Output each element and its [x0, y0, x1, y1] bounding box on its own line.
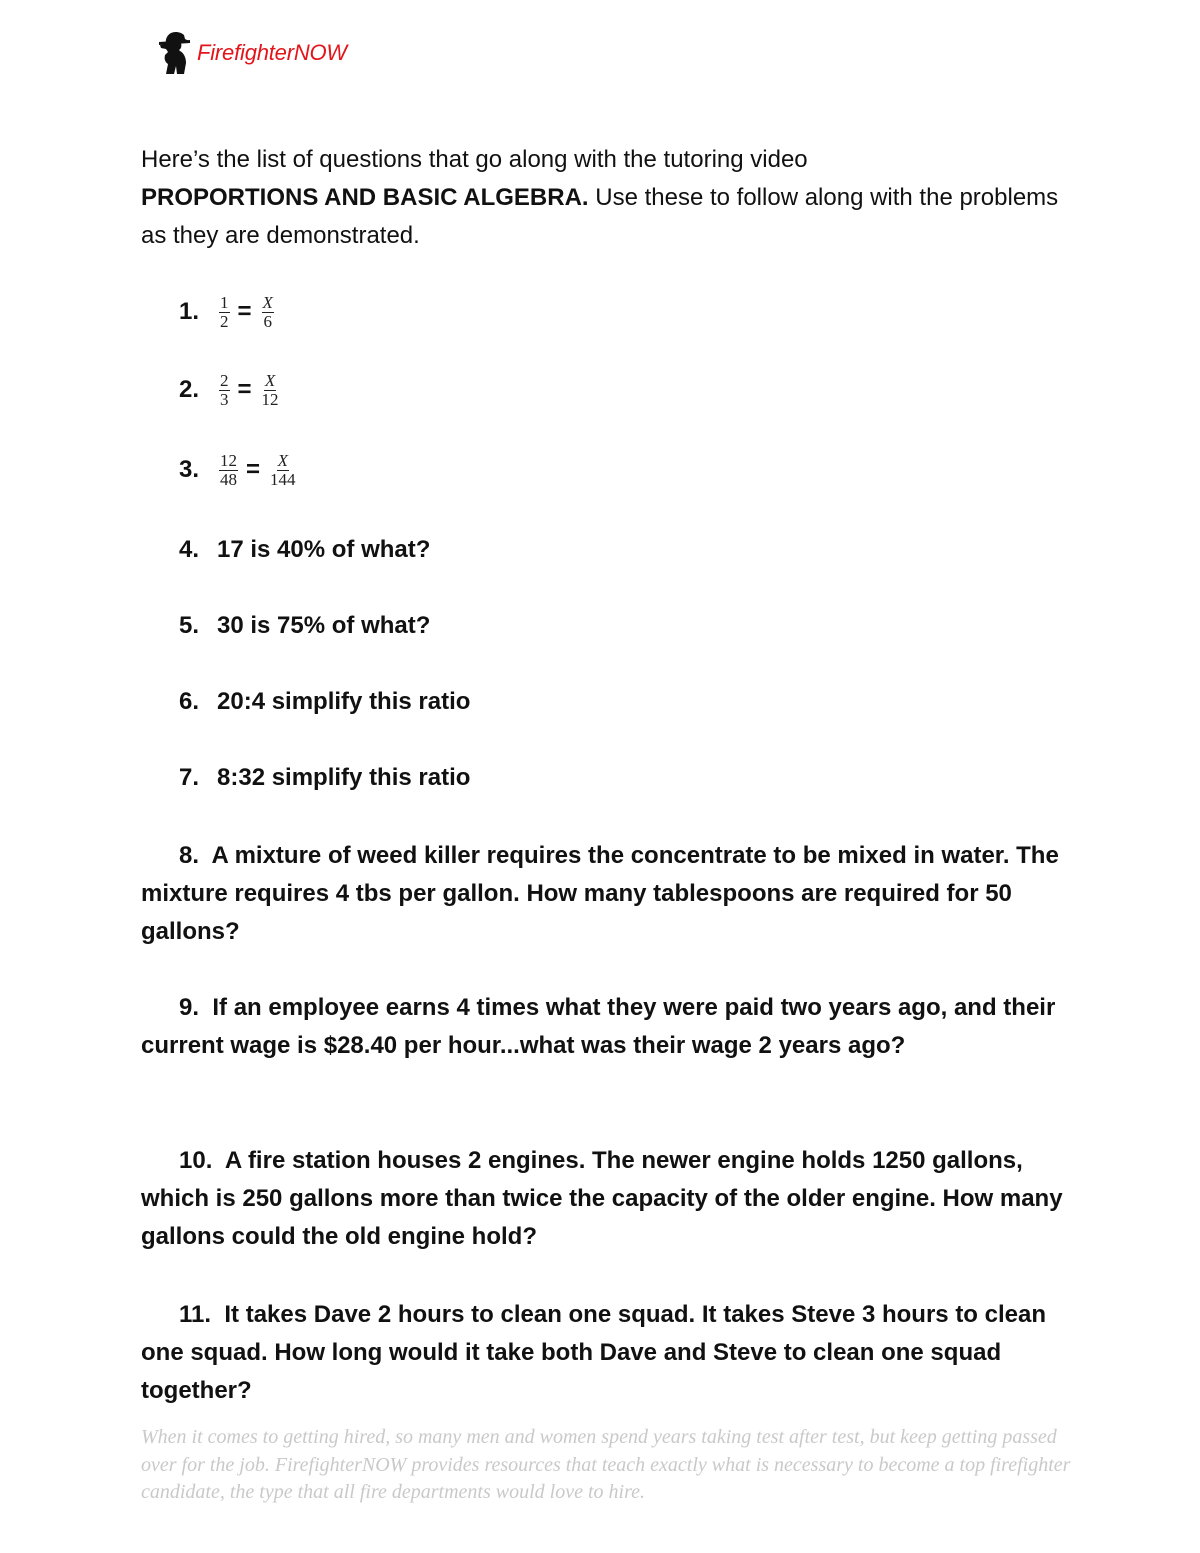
- question-1: [179, 293, 276, 331]
- question-number: 9.: [179, 994, 200, 1021]
- numerator: 2: [220, 370, 229, 390]
- fraction-left: [219, 292, 230, 331]
- question-text: A mixture of weed killer requires the concentrate to be mixed in water. The mixture requires 4 tbs per gallon. How many tablespoons are required for 50 gallons?: [141, 842, 1059, 945]
- numerator: 12: [220, 450, 237, 470]
- question-number: 10.: [179, 1147, 213, 1174]
- numerator: X: [277, 450, 288, 470]
- fraction-left: [219, 370, 230, 409]
- question-2: [179, 371, 281, 409]
- question-text: 17 is 40% of what?: [217, 536, 431, 563]
- question-number: 5.: [179, 612, 200, 639]
- denominator: 6: [263, 311, 272, 331]
- question-text: It takes Dave 2 hours to clean one squad. It takes Steve 3 hours to clean one squad. How long would it take both Dave and Steve to clean one squad together?: [141, 1301, 1047, 1404]
- question-number: 3.: [179, 456, 200, 483]
- logo-text: FirefighterNOW: [197, 40, 347, 65]
- question-text: 30 is 75% of what?: [217, 612, 431, 639]
- question-text: 20:4 simplify this ratio: [217, 688, 471, 715]
- footer-tagline: When it comes to getting hired, so many men and women spend years taking test after test, but keep getting passed over for the job. FirefighterNOW provides resources that teach exactly what is necessary to become a top firefighter candidate, the type that all fire departments would love to hire.: [141, 1426, 1071, 1503]
- question-number: 7.: [179, 764, 200, 791]
- question-number: 4.: [179, 536, 200, 563]
- question-5: [179, 607, 430, 645]
- question-3: [179, 451, 298, 489]
- question-7: [179, 759, 470, 797]
- question-6: [179, 683, 470, 721]
- question-text: A fire station houses 2 engines. The newer engine holds 1250 gallons, which is 250 gallons more than twice the capacity of the older engine. How many gallons could the old engine hold?: [141, 1147, 1063, 1250]
- numerator: 1: [220, 292, 229, 312]
- logo: [157, 30, 347, 76]
- denominator: 48: [220, 469, 237, 489]
- fraction-right: [262, 292, 274, 331]
- denominator: 3: [220, 389, 229, 409]
- fraction-left: [219, 450, 238, 489]
- question-text: 8:32 simplify this ratio: [217, 764, 471, 791]
- question-number: 2.: [179, 376, 200, 403]
- question-number: 6.: [179, 688, 200, 715]
- question-number: 8.: [179, 842, 200, 869]
- question-8: [141, 837, 1076, 951]
- question-number: 1.: [179, 298, 200, 325]
- denominator: 2: [220, 311, 229, 331]
- denominator: 144: [270, 469, 296, 489]
- denominator: 12: [261, 389, 279, 409]
- video-title: PROPORTIONS AND BASIC ALGEBRA.: [141, 184, 589, 211]
- intro-rest: Use these to follow along with the problems as they are demonstrated.: [141, 184, 1059, 249]
- intro-line1: Here’s the list of questions that go along with the tutoring video: [141, 146, 808, 173]
- fraction-right: [270, 450, 296, 489]
- numerator: X: [262, 292, 273, 312]
- equals-sign: =: [237, 376, 252, 403]
- intro-paragraph: [141, 141, 1071, 255]
- question-9: [141, 989, 1076, 1065]
- firefighter-silhouette-icon: [157, 31, 191, 75]
- numerator: X: [264, 370, 276, 390]
- equals-sign: =: [237, 298, 252, 325]
- question-4: [179, 531, 430, 569]
- fraction-right: [261, 370, 279, 409]
- question-10: [141, 1142, 1076, 1256]
- question-11: [141, 1296, 1076, 1410]
- equals-sign: =: [246, 456, 261, 483]
- question-number: 11.: [179, 1301, 212, 1328]
- question-text: If an employee earns 4 times what they were paid two years ago, and their current wage is $28.40 per hour...what was their wage 2 years ago?: [141, 994, 1056, 1059]
